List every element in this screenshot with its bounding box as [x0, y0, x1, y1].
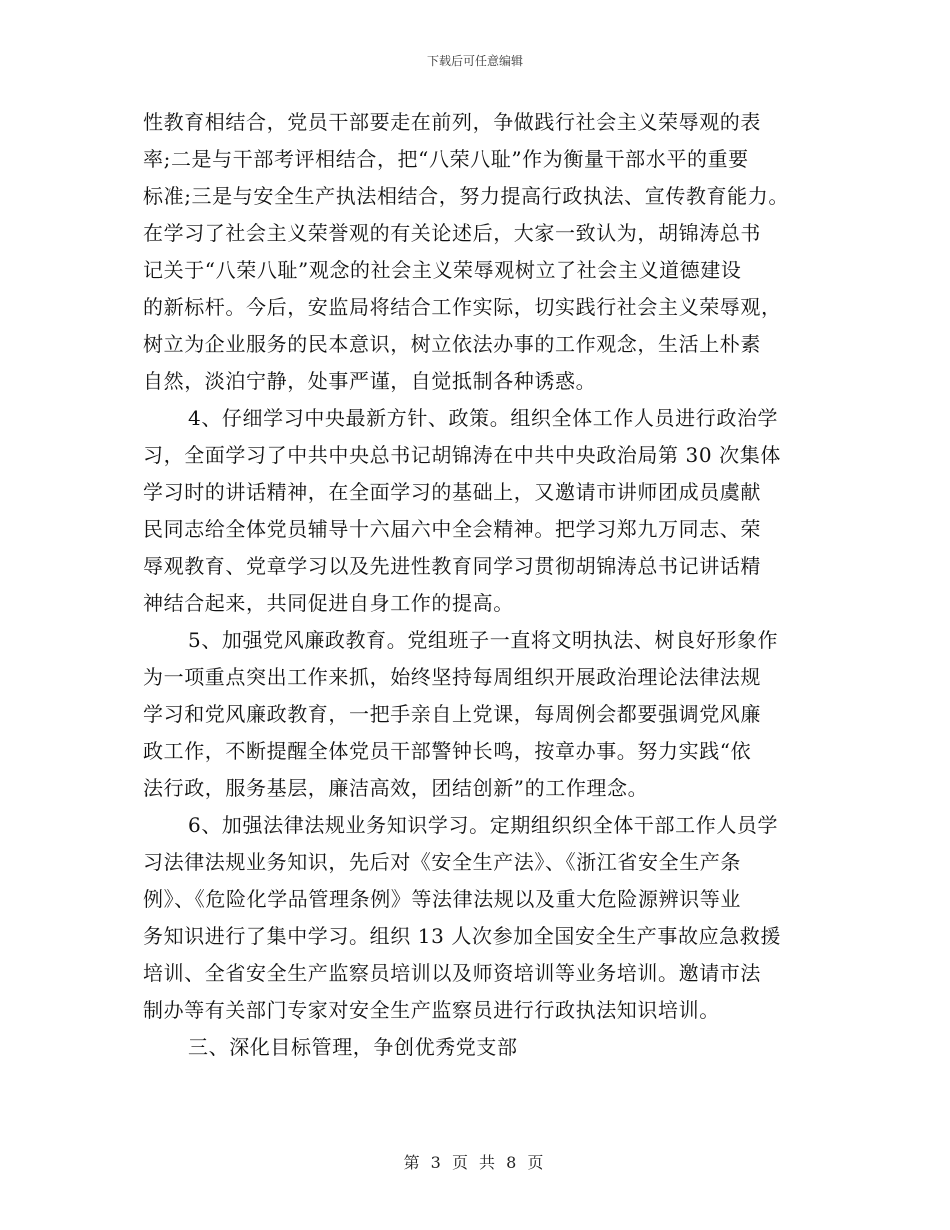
text-line: 习法律法规业务知识，先后对《安全生产法》、《浙江省安全生产条: [143, 850, 741, 874]
text-line: 民同志给全体党员辅导十六届六中全会精神。把学习郑九万同志、荣: [143, 517, 761, 541]
text-line: 务知识进行了集中学习。组织 13 人次参加全国安全生产事故应急救援: [143, 924, 781, 948]
text-line: 树立为企业服务的民本意识，树立依法办事的工作观念，生活上朴素: [143, 332, 761, 356]
document-body: [143, 104, 823, 1066]
text-line: 4、仔细学习中央最新方针、政策。组织全体工作人员进行政治学: [188, 406, 779, 430]
text-line: 标准;三是与安全生产执法相结合，努力提高行政执法、宣传教育能力。: [143, 184, 789, 208]
text-line: 例》、《危险化学品管理条例》等法律法规以及重大危险源辨识等业: [143, 887, 741, 911]
text-line: 在学习了社会主义荣誉观的有关论述后，大家一致认为，胡锦涛总书: [143, 221, 761, 245]
text-line: 学习时的讲话精神，在全面学习的基础上，又邀请市讲师团成员虞献: [143, 480, 761, 504]
text-line: 记关于“八荣八耻”观念的社会主义荣辱观树立了社会主义道德建设: [143, 258, 742, 282]
text-line: 6、加强法律法规业务知识学习。定期组织织全体干部工作人员学: [188, 813, 779, 837]
text-line: 神结合起来，共同促进自身工作的提高。: [143, 591, 514, 615]
text-line: 5、加强党风廉政教育。党组班子一直将文明执法、树良好形象作: [188, 628, 779, 652]
text-line: 性教育相结合，党员干部要走在前列，争做践行社会主义荣辱观的表: [143, 110, 761, 134]
text-line: 自然，淡泊宁静，处事严谨，自觉抵制各种诱惑。: [143, 369, 597, 393]
text-line: 辱观教育、党章学习以及先进性教育同学习贯彻胡锦涛总书记讲话精: [143, 554, 761, 578]
page-number: 第 3 页 共 8 页: [403, 1153, 547, 1172]
text-line: 为一项重点突出工作来抓，始终坚持每周组织开展政治理论法律法规: [143, 665, 761, 689]
text-line: 的新标杆。今后，安监局将结合工作实际，切实践行社会主义荣辱观，: [143, 295, 782, 319]
text-line: 学习和党风廉政教育，一把手亲自上党课，每周例会都要强调党风廉: [143, 702, 761, 726]
text-line: 三、深化目标管理，争创优秀党支部: [188, 1035, 518, 1059]
text-line: 培训、全省安全生产监察员培训以及师资培训等业务培训。邀请市法: [143, 961, 761, 985]
text-line: 率;二是与干部考评相结合，把“八荣八耻”作为衡量干部水平的重要: [143, 147, 749, 171]
text-line: 法行政，服务基层，廉洁高效，团结创新”的工作理念。: [143, 776, 649, 800]
text-line: 政工作，不断提醒全体党员干部警钟长鸣，按章办事。努力实践“依: [143, 739, 752, 763]
text-line: 习，全面学习了中共中央总书记胡锦涛在中共中央政治局第 30 次集体: [143, 443, 781, 467]
text-line: 制办等有关部门专家对安全生产监察员进行行政执法知识培训。: [143, 998, 720, 1022]
page-header: 下载后可任意编辑: [426, 54, 523, 68]
